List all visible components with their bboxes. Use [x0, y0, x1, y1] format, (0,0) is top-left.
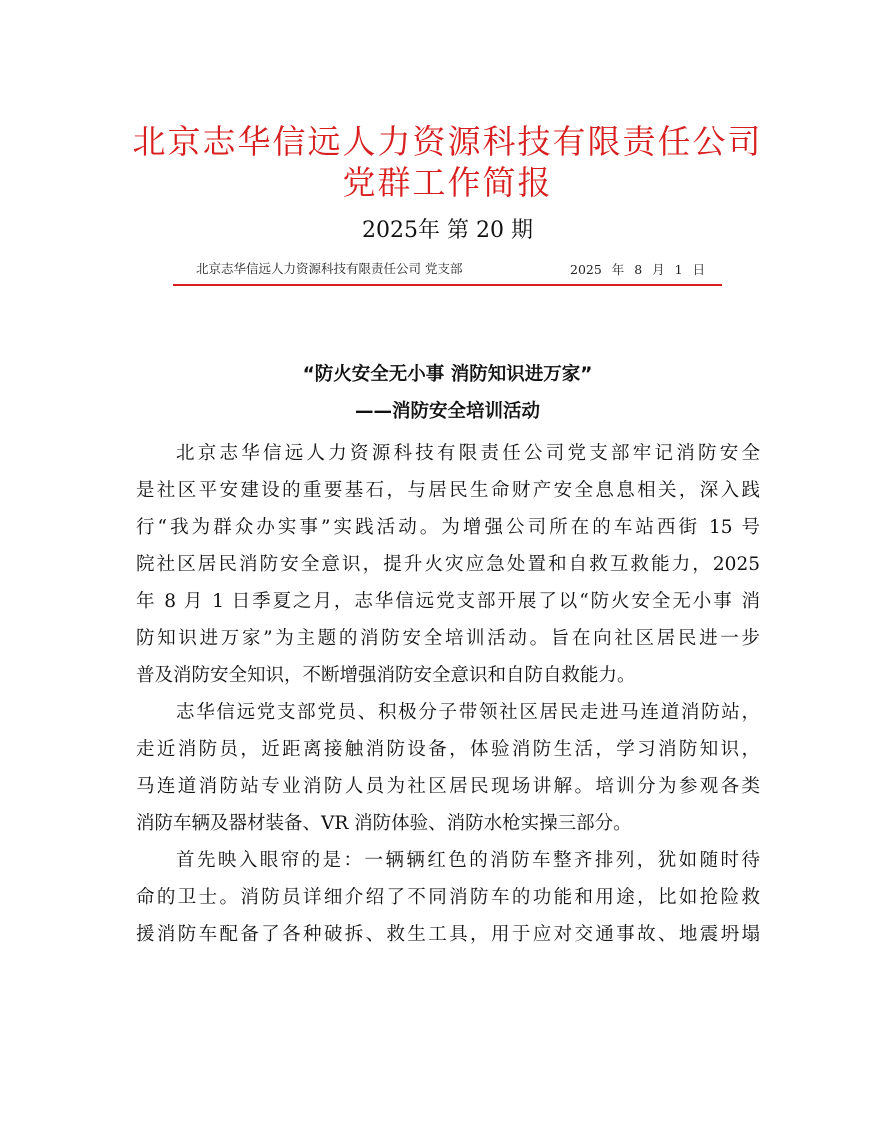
paragraph-line: 消防车辆及器材装备、VR 消防体验、消防水枪实操三部分。 — [136, 813, 632, 834]
paragraph-line: 北京志华信远人力资源科技有限责任公司党支部牢记消防安全 — [176, 443, 760, 464]
paragraph-line: 院社区居民消防安全意识，提升火灾应急处置和自救互救能力，2025 — [136, 554, 760, 575]
publisher-department: 北京志华信远人力资源科技有限责任公司 党支部 — [196, 261, 463, 276]
paragraph-line: 防知识进万家”为主题的消防安全培训活动。旨在向社区居民进一步 — [136, 628, 760, 649]
paragraph-line: 命的卫士。消防员详细介绍了不同消防车的功能和用途，比如抢险救 — [136, 887, 760, 908]
article-title: “防火安全无小事 消防知识进万家” — [302, 364, 593, 385]
paragraph-line: 年 8 月 1 日季夏之月，志华信远党支部开展了以“防火安全无小事 消 — [136, 591, 760, 612]
article-subtitle: ——消防安全培训活动 — [354, 401, 540, 422]
paragraph-line: 是社区平安建设的重要基石，与居民生命财产安全息息相关，深入践 — [136, 480, 760, 501]
paragraph-line: 首先映入眼帘的是：一辆辆红色的消防车整齐排列，犹如随时待 — [176, 850, 760, 871]
paragraph-line: 行“我为群众办实事”实践活动。为增强公司所在的车站西街 15 号 — [136, 517, 760, 538]
newsletter-company-title: 北京志华信远人力资源科技有限责任公司 — [132, 122, 763, 161]
publish-date: 2025 年 8 月 1 日 — [570, 262, 706, 277]
paragraph-line: 普及消防安全知识，不断增强消防安全意识和自防自救能力。 — [136, 665, 636, 686]
header-divider — [173, 284, 722, 286]
paragraph-line: 援消防车配备了各种破拆、救生工具，用于应对交通事故、地震坍塌 — [136, 924, 760, 945]
issue-number: 2025年 第 20 期 — [362, 218, 533, 243]
newsletter-title: 党群工作简报 — [342, 163, 553, 202]
paragraph-line: 走近消防员，近距离接触消防设备，体验消防生活，学习消防知识， — [136, 739, 760, 760]
paragraph-line: 马连道消防站专业消防人员为社区居民现场讲解。培训分为参观各类 — [136, 776, 760, 797]
paragraph-line: 志华信远党支部党员、积极分子带领社区居民走进马连道消防站， — [176, 702, 760, 723]
